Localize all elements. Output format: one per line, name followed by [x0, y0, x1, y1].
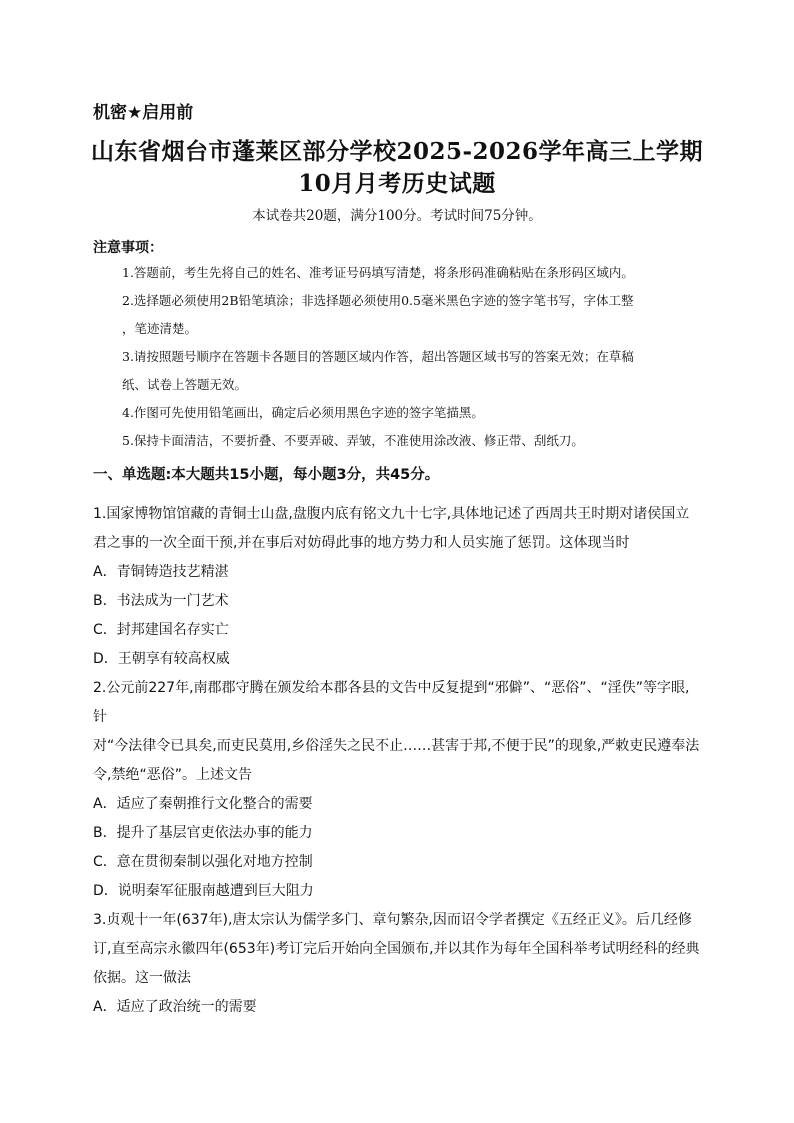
notice-item: 5.保持卡面清洁，不要折叠、不要弄破、弄皱，不准使用涂改液、修正带、刮纸刀。 [122, 433, 584, 448]
exam-title-line2: 10月月考历史试题 [298, 170, 496, 197]
section-heading: 一、单选题:本大题共15小题，每小题3分，共45分。 [93, 467, 440, 483]
answer-option: D．说明秦军征服南越遭到巨大阻力 [93, 883, 314, 899]
answer-option: A．适应了政治统一的需要 [93, 999, 257, 1015]
answer-option: D．王朝享有较高权威 [93, 651, 230, 667]
confidential-label: 机密★启用前 [93, 103, 194, 123]
questions-body [93, 500, 703, 1022]
notice-item: 纸、试卷上答题无效。 [122, 377, 248, 392]
question-stem-line: 3.贞观十一年(637年),唐太宗认为儒学多门、章句繁杂,因而诏令学者撰定《五经正义》。后几经修 [93, 912, 692, 928]
notice-list [122, 259, 702, 455]
question-stem-line: 订,直至高宗永徽四年(653年)考订完后开始向全国颁布,并以其作为每年全国科举考试明经科的经典 [93, 941, 700, 957]
answer-option: C．意在贯彻秦制以强化对地方控制 [93, 854, 313, 870]
notice-item: 4.作图可先使用铅笔画出，确定后必须用黑色字迹的签字笔描黑。 [122, 405, 484, 420]
question-stem-line: 君之事的一次全面干预,并在事后对妨碍此事的地方势力和人员实施了惩罚。这体现当时 [93, 535, 630, 551]
answer-option: A．青铜铸造技艺精湛 [93, 564, 229, 580]
question-stem-line: 1.国家博物馆馆藏的青铜士山盘,盘腹内底有铭文九十七字,具体地记述了西周共王时期对诸侯国立 [93, 506, 690, 522]
question-stem-line: 依据。这一做法 [93, 970, 191, 986]
notice-item: ，笔迹清楚。 [122, 321, 198, 336]
exam-title-line1: 山东省烟台市蓬莱区部分学校2025-2026学年高三上学期 [90, 138, 704, 165]
question-stem-line: 令,禁绝“恶俗”。上述文告 [93, 767, 252, 783]
notice-item: 3.请按照题号顺序在答题卡各题目的答题区域内作答，超出答题区域书写的答案无效；在草稿 [122, 349, 634, 364]
exam-subtitle: 本试卷共20题，满分100分。考试时间75分钟。 [252, 208, 542, 224]
notice-item: 2.选择题必须使用2B铅笔填涂；非选择题必须使用0.5毫米黑色字迹的签字笔书写，字体工整 [122, 293, 634, 308]
question-stem-line: 2.公元前227年,南郡郡守腾在颁发给本郡各县的文告中反复提到“邪僻”、“恶俗”、“淫佚”等字眼,针 [93, 680, 690, 725]
answer-option: B．书法成为一门艺术 [93, 593, 229, 609]
question-stem-line: 对“今法律令已具矣,而吏民莫用,乡俗淫失之民不止……甚害于邦,不便于民”的现象,严敕吏民遵奉法 [93, 738, 700, 754]
notice-item: 1.答题前，考生先将自己的姓名、准考证号码填写清楚，将条形码准确粘贴在条形码区域内。 [122, 265, 634, 280]
answer-option: B．提升了基层官吏依法办事的能力 [93, 825, 313, 841]
answer-option: C．封邦建国名存实亡 [93, 622, 229, 638]
notice-heading: 注意事项： [93, 240, 163, 256]
answer-option: A．适应了秦朝推行文化整合的需要 [93, 796, 313, 812]
